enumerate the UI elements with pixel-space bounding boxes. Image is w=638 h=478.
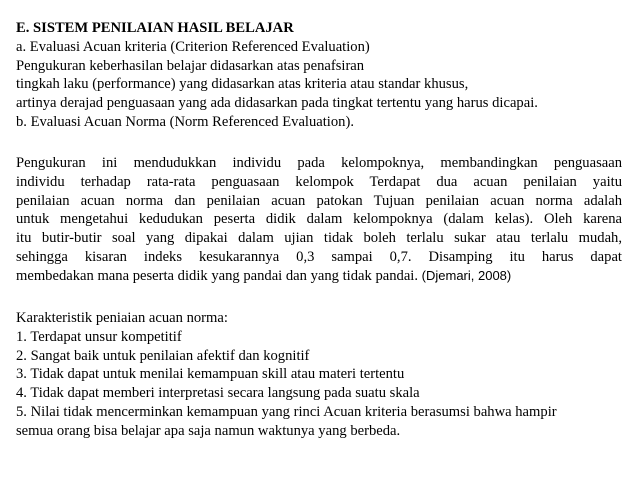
criterion-heading: a. Evaluasi Acuan kriteria (Criterion Referenced Evaluation) xyxy=(16,38,370,55)
paragraph-line: untuk mengetahui kedudukan peserta didik dalam kelompoknya (dalam kelas). Oleh karena xyxy=(16,211,622,228)
list-item-continuation: semua orang bisa belajar apa saja namun waktunya yang berbeda. xyxy=(16,422,401,439)
paragraph-last-line xyxy=(16,267,622,286)
paragraph-line: itu butir-butir soal yang dipakai dalam ujian tidak boleh terlalu sukar atau terlalu mudah, xyxy=(16,230,622,247)
section-title: E. SISTEM PENILAIAN HASIL BELAJAR xyxy=(16,20,294,36)
text-line: tingkah laku (performance) yang didasarkan atas kriteria atau standar khusus, xyxy=(16,76,469,93)
list-item: 4. Tidak dapat memberi interpretasi secara langsung pada suatu skala xyxy=(16,385,420,402)
list-item: 3. Tidak dapat untuk menilai kemampuan skill atau materi tertentu xyxy=(16,366,405,383)
list-item: 2. Sangat baik untuk penilaian afektif dan kognitif xyxy=(16,347,310,364)
paragraph-line: Pengukuran ini mendudukkan individu pada kelompoknya, membandingkan penguasaan xyxy=(16,155,622,171)
norm-heading: b. Evaluasi Acuan Norma (Norm Referenced Evaluation). xyxy=(16,113,354,130)
section-sistem-penilaian xyxy=(16,19,622,132)
list-item: 5. Nilai tidak mencerminkan kemampuan yang rinci Acuan kriteria berasumsi bahwa hampir xyxy=(16,403,557,420)
characteristics-list xyxy=(16,309,622,441)
norm-paragraph xyxy=(16,154,622,286)
text-line: artinya derajad penguasaan yang ada didasarkan pada tingkat tertentu yang harus dicapai. xyxy=(16,95,538,112)
list-item: 1. Terdapat unsur kompetitif xyxy=(16,328,182,345)
characteristics-heading: Karakteristik peniaian acuan norma: xyxy=(16,310,228,326)
citation: (Djemari, 2008) xyxy=(421,267,512,283)
text-line: Pengukuran keberhasilan belajar didasarkan atas penafsiran xyxy=(16,57,365,74)
paragraph-line: sehingga kisaran indeks kesukarannya 0,3 sampai 0,7. Disamping itu harus dapat xyxy=(16,248,622,265)
paragraph-line: penilaian acuan norma dan penilaian acuan patokan Tujuan penilaian acuan norma adalah xyxy=(16,192,622,209)
paragraph-line-text: membedakan mana peserta didik yang pandai dan yang tidak pandai. xyxy=(16,267,418,284)
paragraph-line: individu terhadap rata-rata penguasaan kelompok Terdapat dua acuan penilaian yaitu xyxy=(16,173,622,190)
